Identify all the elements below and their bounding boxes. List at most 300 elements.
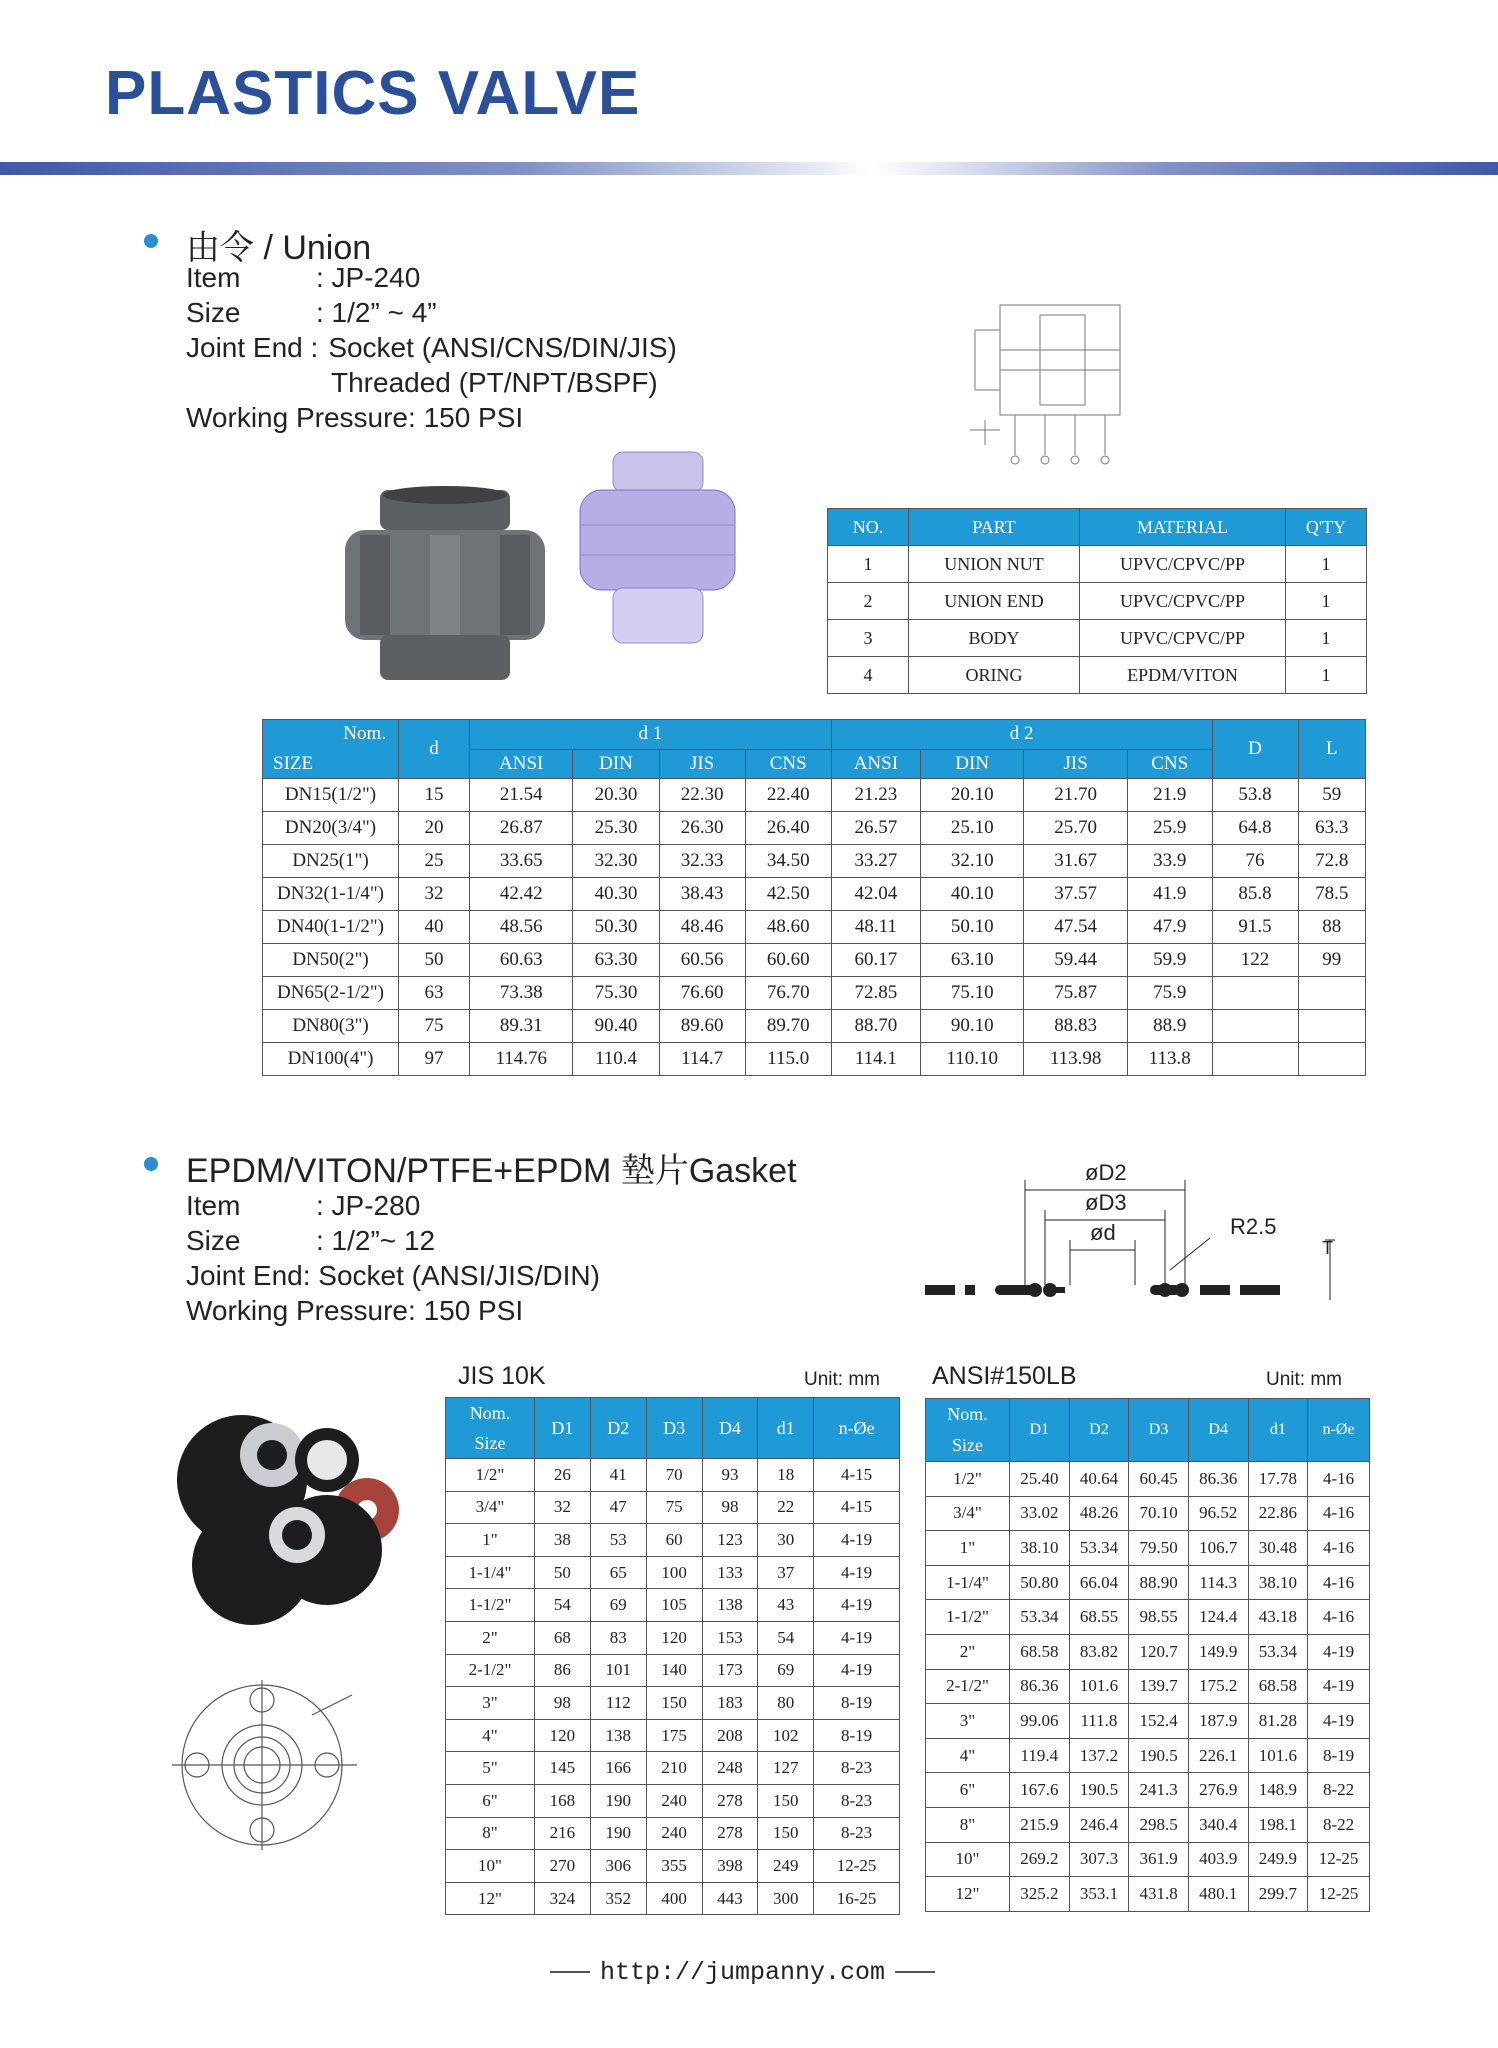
table-cell: 37.57 — [1024, 878, 1127, 911]
table-cell: UNION NUT — [909, 546, 1080, 583]
spec-value: : 1/2”~ 12 — [316, 1225, 436, 1256]
ansi-row — [926, 1738, 1370, 1773]
table-cell: 31.67 — [1024, 845, 1127, 878]
table-cell: 98 — [702, 1491, 758, 1524]
table-cell: 53 — [590, 1524, 646, 1557]
table-cell: 190 — [590, 1817, 646, 1850]
table-cell: 91.5 — [1212, 911, 1298, 944]
table-cell: DN25(1") — [263, 845, 399, 878]
table-cell: 68.58 — [1248, 1669, 1308, 1704]
table-cell: 75.30 — [573, 977, 659, 1010]
spec-value: : 1/2” ~ 4” — [316, 297, 437, 328]
table-cell: 246.4 — [1069, 1807, 1129, 1842]
table-cell: 1-1/2" — [446, 1589, 535, 1622]
size-label: SIZE — [273, 753, 314, 774]
table-cell: 190.5 — [1069, 1773, 1129, 1808]
table-cell: 110.10 — [920, 1043, 1023, 1076]
table-cell: 75 — [646, 1491, 702, 1524]
table-cell: 20 — [399, 812, 470, 845]
table-cell: 120 — [535, 1719, 591, 1752]
table-cell: 431.8 — [1129, 1877, 1189, 1912]
table-cell: 1/2" — [926, 1462, 1010, 1497]
table-cell: UPVC/CPVC/PP — [1080, 620, 1286, 657]
table-cell: 4-16 — [1308, 1565, 1370, 1600]
table-cell: 8-23 — [814, 1817, 900, 1850]
spec-value: Joint End: Socket (ANSI/JIS/DIN) — [186, 1260, 600, 1291]
table-cell — [1212, 1010, 1298, 1043]
table-cell: 53.34 — [1069, 1531, 1129, 1566]
table-cell: 50.80 — [1010, 1565, 1070, 1600]
table-cell: 361.9 — [1129, 1842, 1189, 1877]
ansi-row — [926, 1600, 1370, 1635]
table-cell: 72.8 — [1298, 845, 1365, 878]
table-cell: 105 — [646, 1589, 702, 1622]
parts-row — [828, 583, 1367, 620]
spec-value: Working Pressure: 150 PSI — [186, 402, 524, 433]
sub-header: ANSI — [470, 749, 573, 779]
table-cell: 114.76 — [470, 1043, 573, 1076]
table-cell: 50 — [399, 944, 470, 977]
dimension-row — [263, 878, 1366, 911]
table-cell: 25.10 — [920, 812, 1023, 845]
spec-label: Size — [186, 297, 241, 328]
table-cell: 2" — [926, 1634, 1010, 1669]
table-cell: 249.9 — [1248, 1842, 1308, 1877]
table-cell: 54 — [758, 1621, 814, 1654]
dimension-row — [263, 944, 1366, 977]
ansi-row — [926, 1773, 1370, 1808]
table-cell: 75.10 — [920, 977, 1023, 1010]
table-cell: 127 — [758, 1752, 814, 1785]
diagram-label-d2: øD2 — [1085, 1160, 1127, 1185]
table-cell: 1 — [828, 546, 909, 583]
col-header: n-Øe — [814, 1398, 900, 1459]
table-cell: 325.2 — [1010, 1877, 1070, 1912]
table-cell: 60.60 — [745, 944, 831, 977]
col-header: D3 — [646, 1398, 702, 1459]
sub-header: DIN — [920, 749, 1023, 779]
table-cell: 183 — [702, 1687, 758, 1720]
table-cell — [1298, 1043, 1365, 1076]
table-cell: 1 — [1286, 546, 1367, 583]
table-cell: 3" — [926, 1704, 1010, 1739]
ansi-150lb-table — [925, 1398, 1370, 1912]
table-cell: 86.36 — [1010, 1669, 1070, 1704]
table-cell: 26.30 — [659, 812, 745, 845]
gasket-specs — [186, 1188, 600, 1328]
table-cell: BODY — [909, 620, 1080, 657]
dimension-row — [263, 1010, 1366, 1043]
jis-row — [446, 1589, 900, 1622]
col-header: n-Øe — [1308, 1399, 1370, 1462]
table-cell: 398 — [702, 1850, 758, 1883]
table-cell: 3/4" — [446, 1491, 535, 1524]
table-cell: 73.38 — [470, 977, 573, 1010]
table-cell: 38.10 — [1010, 1531, 1070, 1566]
sub-header: CNS — [1127, 749, 1212, 779]
table-cell: 33.02 — [1010, 1496, 1070, 1531]
parts-row — [828, 657, 1367, 694]
table-cell: 3" — [446, 1687, 535, 1720]
spec-label: Item — [186, 262, 241, 293]
table-cell: 2 — [828, 583, 909, 620]
table-cell: DN15(1/2") — [263, 779, 399, 812]
gasket-section-diagram — [920, 1150, 1350, 1330]
nom-header: Nom. — [926, 1399, 1010, 1431]
table-cell: 88.9 — [1127, 1010, 1212, 1043]
table-cell: 22.30 — [659, 779, 745, 812]
dimension-row — [263, 977, 1366, 1010]
d-header: d — [399, 720, 470, 779]
spec-value: : JP-280 — [316, 1190, 421, 1221]
table-cell: 8-22 — [1308, 1807, 1370, 1842]
table-cell: 26 — [535, 1459, 591, 1492]
ansi-row — [926, 1462, 1370, 1497]
table-cell: 175 — [646, 1719, 702, 1752]
dimension-row — [263, 911, 1366, 944]
table-cell: 133 — [702, 1556, 758, 1589]
diagram-label-t: T — [1322, 1238, 1333, 1258]
table-cell: 59.44 — [1024, 944, 1127, 977]
table-cell: DN32(1-1/4") — [263, 878, 399, 911]
table-cell: 106.7 — [1188, 1531, 1248, 1566]
table-cell: 101.6 — [1248, 1738, 1308, 1773]
sub-header: ANSI — [831, 749, 920, 779]
table-cell: 78.5 — [1298, 878, 1365, 911]
spec-label: Size — [186, 1225, 241, 1256]
table-cell: 59.9 — [1127, 944, 1212, 977]
table-cell: 145 — [535, 1752, 591, 1785]
table-cell: 12" — [926, 1877, 1010, 1912]
table-cell: UNION END — [909, 583, 1080, 620]
table-cell — [1298, 977, 1365, 1010]
union-parts-table — [827, 508, 1367, 694]
table-cell: 101 — [590, 1654, 646, 1687]
table-cell: 20.30 — [573, 779, 659, 812]
table-cell: 54 — [535, 1589, 591, 1622]
union-clear-photo — [575, 450, 740, 650]
table-cell: 48.11 — [831, 911, 920, 944]
col-header: D1 — [1010, 1399, 1070, 1462]
table-cell: 113.8 — [1127, 1043, 1212, 1076]
table-cell: 32 — [399, 878, 470, 911]
table-cell: 137.2 — [1069, 1738, 1129, 1773]
d1-header: d 1 — [470, 720, 832, 750]
jis-caption: JIS 10K — [458, 1362, 546, 1390]
table-cell: 42.42 — [470, 878, 573, 911]
table-cell: 480.1 — [1188, 1877, 1248, 1912]
footer-url[interactable]: http://jumpanny.com — [540, 1958, 945, 1987]
table-cell: 324 — [535, 1882, 591, 1915]
table-cell: 75.9 — [1127, 977, 1212, 1010]
ansi-unit: Unit: mm — [1266, 1369, 1342, 1390]
table-cell: 90.10 — [920, 1010, 1023, 1043]
table-cell: 68.58 — [1010, 1634, 1070, 1669]
table-cell: 38.43 — [659, 878, 745, 911]
table-cell: 41 — [590, 1459, 646, 1492]
table-cell: 1 — [1286, 657, 1367, 694]
table-cell: 22.40 — [745, 779, 831, 812]
table-cell: 355 — [646, 1850, 702, 1883]
table-cell: 96.52 — [1188, 1496, 1248, 1531]
table-cell: 153 — [702, 1621, 758, 1654]
table-cell: 72.85 — [831, 977, 920, 1010]
ansi-row — [926, 1531, 1370, 1566]
table-cell: 190 — [590, 1784, 646, 1817]
table-cell: 4-19 — [1308, 1704, 1370, 1739]
table-cell: 122 — [1212, 944, 1298, 977]
header-divider — [0, 162, 1498, 175]
table-cell: 4-19 — [814, 1654, 900, 1687]
gasket-flange-drawing — [172, 1660, 372, 1860]
table-cell: 99.06 — [1010, 1704, 1070, 1739]
table-cell: 88.90 — [1129, 1565, 1189, 1600]
union-specs — [186, 260, 677, 435]
table-cell: 4-19 — [1308, 1669, 1370, 1704]
table-cell: 48.46 — [659, 911, 745, 944]
table-cell: 63.3 — [1298, 812, 1365, 845]
table-cell: 306 — [590, 1850, 646, 1883]
jis-row — [446, 1491, 900, 1524]
table-cell: 83.82 — [1069, 1634, 1129, 1669]
table-cell: 70 — [646, 1459, 702, 1492]
diagram-label-d: ød — [1090, 1220, 1116, 1245]
jis-row — [446, 1850, 900, 1883]
bullet-icon — [144, 234, 158, 248]
table-cell: 65 — [590, 1556, 646, 1589]
nom-size-header — [263, 720, 399, 779]
table-cell: 2" — [446, 1621, 535, 1654]
table-cell: 86 — [535, 1654, 591, 1687]
table-cell: 278 — [702, 1817, 758, 1850]
ansi-row — [926, 1704, 1370, 1739]
table-cell: 40.64 — [1069, 1462, 1129, 1497]
table-cell: 47 — [590, 1491, 646, 1524]
table-cell: 60.63 — [470, 944, 573, 977]
table-cell: 25.40 — [1010, 1462, 1070, 1497]
table-cell: 33.9 — [1127, 845, 1212, 878]
table-cell: 89.70 — [745, 1010, 831, 1043]
table-cell: 168 — [535, 1784, 591, 1817]
table-cell: 226.1 — [1188, 1738, 1248, 1773]
jis-row — [446, 1687, 900, 1720]
table-cell: 443 — [702, 1882, 758, 1915]
ansi-row — [926, 1634, 1370, 1669]
table-cell: DN65(2-1/2") — [263, 977, 399, 1010]
table-cell: 8" — [446, 1817, 535, 1850]
jis-row — [446, 1556, 900, 1589]
table-cell: 6" — [446, 1784, 535, 1817]
table-cell: 48.26 — [1069, 1496, 1129, 1531]
parts-row — [828, 620, 1367, 657]
ansi-row — [926, 1496, 1370, 1531]
table-cell: 21.54 — [470, 779, 573, 812]
table-cell — [1298, 1010, 1365, 1043]
d2-header: d 2 — [831, 720, 1212, 750]
table-cell: 69 — [590, 1589, 646, 1622]
jis-row — [446, 1621, 900, 1654]
spec-value: : JP-240 — [316, 262, 421, 293]
D-header: D — [1212, 720, 1298, 779]
table-cell: 8-23 — [814, 1784, 900, 1817]
table-cell: 12" — [446, 1882, 535, 1915]
bullet-icon — [144, 1157, 158, 1171]
table-cell: 4-15 — [814, 1459, 900, 1492]
table-cell: 278 — [702, 1784, 758, 1817]
table-cell: 21.70 — [1024, 779, 1127, 812]
table-cell: 93 — [702, 1459, 758, 1492]
table-cell: 3/4" — [926, 1496, 1010, 1531]
table-cell: 123 — [702, 1524, 758, 1557]
table-cell: 114.7 — [659, 1043, 745, 1076]
table-cell: 240 — [646, 1817, 702, 1850]
ansi-caption: ANSI#150LB — [932, 1362, 1077, 1390]
table-cell: EPDM/VITON — [1080, 657, 1286, 694]
table-cell: 124.4 — [1188, 1600, 1248, 1635]
table-cell: 120 — [646, 1621, 702, 1654]
table-cell: 138 — [590, 1719, 646, 1752]
table-cell: 98 — [535, 1687, 591, 1720]
table-cell: 32.10 — [920, 845, 1023, 878]
table-cell: 83 — [590, 1621, 646, 1654]
table-cell: 53.34 — [1010, 1600, 1070, 1635]
table-cell: 40 — [399, 911, 470, 944]
table-cell: 75.87 — [1024, 977, 1127, 1010]
table-cell: 90.40 — [573, 1010, 659, 1043]
jis-row — [446, 1882, 900, 1915]
union-dimension-table — [262, 719, 1366, 1076]
table-cell: 97 — [399, 1043, 470, 1076]
table-cell: DN50(2") — [263, 944, 399, 977]
table-cell: 21.9 — [1127, 779, 1212, 812]
table-cell: 42.50 — [745, 878, 831, 911]
jis-row — [446, 1817, 900, 1850]
table-cell: 299.7 — [1248, 1877, 1308, 1912]
table-cell: 63.10 — [920, 944, 1023, 977]
table-cell: 4-19 — [814, 1621, 900, 1654]
table-cell: 18 — [758, 1459, 814, 1492]
table-cell: 298.5 — [1129, 1807, 1189, 1842]
table-cell: 60.56 — [659, 944, 745, 977]
table-cell: 1" — [446, 1524, 535, 1557]
table-cell: 1-1/4" — [926, 1565, 1010, 1600]
table-cell: UPVC/CPVC/PP — [1080, 583, 1286, 620]
table-cell: 241.3 — [1129, 1773, 1189, 1808]
table-cell: 50 — [535, 1556, 591, 1589]
table-cell: 88.70 — [831, 1010, 920, 1043]
table-cell: 1/2" — [446, 1459, 535, 1492]
table-cell: 89.60 — [659, 1010, 745, 1043]
col-header: d1 — [758, 1398, 814, 1459]
table-cell: 6" — [926, 1773, 1010, 1808]
table-cell: 400 — [646, 1882, 702, 1915]
table-cell: 99 — [1298, 944, 1365, 977]
table-cell: 114.1 — [831, 1043, 920, 1076]
table-cell: 2-1/2" — [446, 1654, 535, 1687]
table-cell: 139.7 — [1129, 1669, 1189, 1704]
table-cell: 4-16 — [1308, 1462, 1370, 1497]
table-cell: 50.10 — [920, 911, 1023, 944]
table-cell: 41.9 — [1127, 878, 1212, 911]
jis-unit: Unit: mm — [804, 1369, 880, 1390]
table-cell: 30.48 — [1248, 1531, 1308, 1566]
table-cell: 187.9 — [1188, 1704, 1248, 1739]
L-header: L — [1298, 720, 1365, 779]
dimension-row — [263, 845, 1366, 878]
spec-value: Socket (ANSI/CNS/DIN/JIS) — [328, 332, 677, 363]
size-header: Size — [446, 1428, 535, 1459]
jis-row — [446, 1784, 900, 1817]
table-cell: 112 — [590, 1687, 646, 1720]
table-cell: 300 — [758, 1882, 814, 1915]
table-cell: 16-25 — [814, 1882, 900, 1915]
table-cell: 4-19 — [814, 1589, 900, 1622]
table-cell: 40.30 — [573, 878, 659, 911]
sub-header: JIS — [659, 749, 745, 779]
table-cell: 12-25 — [1308, 1842, 1370, 1877]
table-cell: 4" — [926, 1738, 1010, 1773]
table-cell: 17.78 — [1248, 1462, 1308, 1497]
table-cell: 30 — [758, 1524, 814, 1557]
table-cell: 2-1/2" — [926, 1669, 1010, 1704]
table-cell: 40.10 — [920, 878, 1023, 911]
table-cell: 1-1/4" — [446, 1556, 535, 1589]
table-cell: 4 — [828, 657, 909, 694]
jis-row — [446, 1719, 900, 1752]
col-header: MATERIAL — [1080, 509, 1286, 546]
table-cell: 307.3 — [1069, 1842, 1129, 1877]
table-cell: 198.1 — [1248, 1807, 1308, 1842]
sub-header: JIS — [1024, 749, 1127, 779]
table-cell: 12-25 — [1308, 1877, 1370, 1912]
table-cell: 10" — [926, 1842, 1010, 1877]
jis-row — [446, 1459, 900, 1492]
dimension-row — [263, 779, 1366, 812]
table-cell: 166 — [590, 1752, 646, 1785]
table-cell: 4-19 — [1308, 1634, 1370, 1669]
table-cell: 76.60 — [659, 977, 745, 1010]
table-cell: UPVC/CPVC/PP — [1080, 546, 1286, 583]
table-cell: 60 — [646, 1524, 702, 1557]
table-cell: DN100(4") — [263, 1043, 399, 1076]
table-cell: 80 — [758, 1687, 814, 1720]
spec-label: Item — [186, 1190, 241, 1221]
table-cell: 173 — [702, 1654, 758, 1687]
table-cell: 249 — [758, 1850, 814, 1883]
table-cell: 25.70 — [1024, 812, 1127, 845]
table-cell: 76.70 — [745, 977, 831, 1010]
table-cell: 8-23 — [814, 1752, 900, 1785]
ansi-row — [926, 1565, 1370, 1600]
table-cell: 403.9 — [1188, 1842, 1248, 1877]
jis-10k-table — [445, 1397, 900, 1915]
diagram-label-r: R2.5 — [1230, 1214, 1277, 1239]
nom-header: Nom. — [446, 1398, 535, 1429]
table-cell: 69 — [758, 1654, 814, 1687]
table-cell: 88.83 — [1024, 1010, 1127, 1043]
table-cell: 68.55 — [1069, 1600, 1129, 1635]
union-grey-photo — [340, 485, 550, 685]
gasket-photo — [172, 1400, 412, 1630]
table-cell: 8-19 — [814, 1719, 900, 1752]
table-cell: 20.10 — [920, 779, 1023, 812]
spec-value: Working Pressure: 150 PSI — [186, 1295, 524, 1326]
table-cell: 86.36 — [1188, 1462, 1248, 1497]
table-cell: 100 — [646, 1556, 702, 1589]
table-cell: 8-22 — [1308, 1773, 1370, 1808]
table-cell: 88 — [1298, 911, 1365, 944]
table-cell: 148.9 — [1248, 1773, 1308, 1808]
